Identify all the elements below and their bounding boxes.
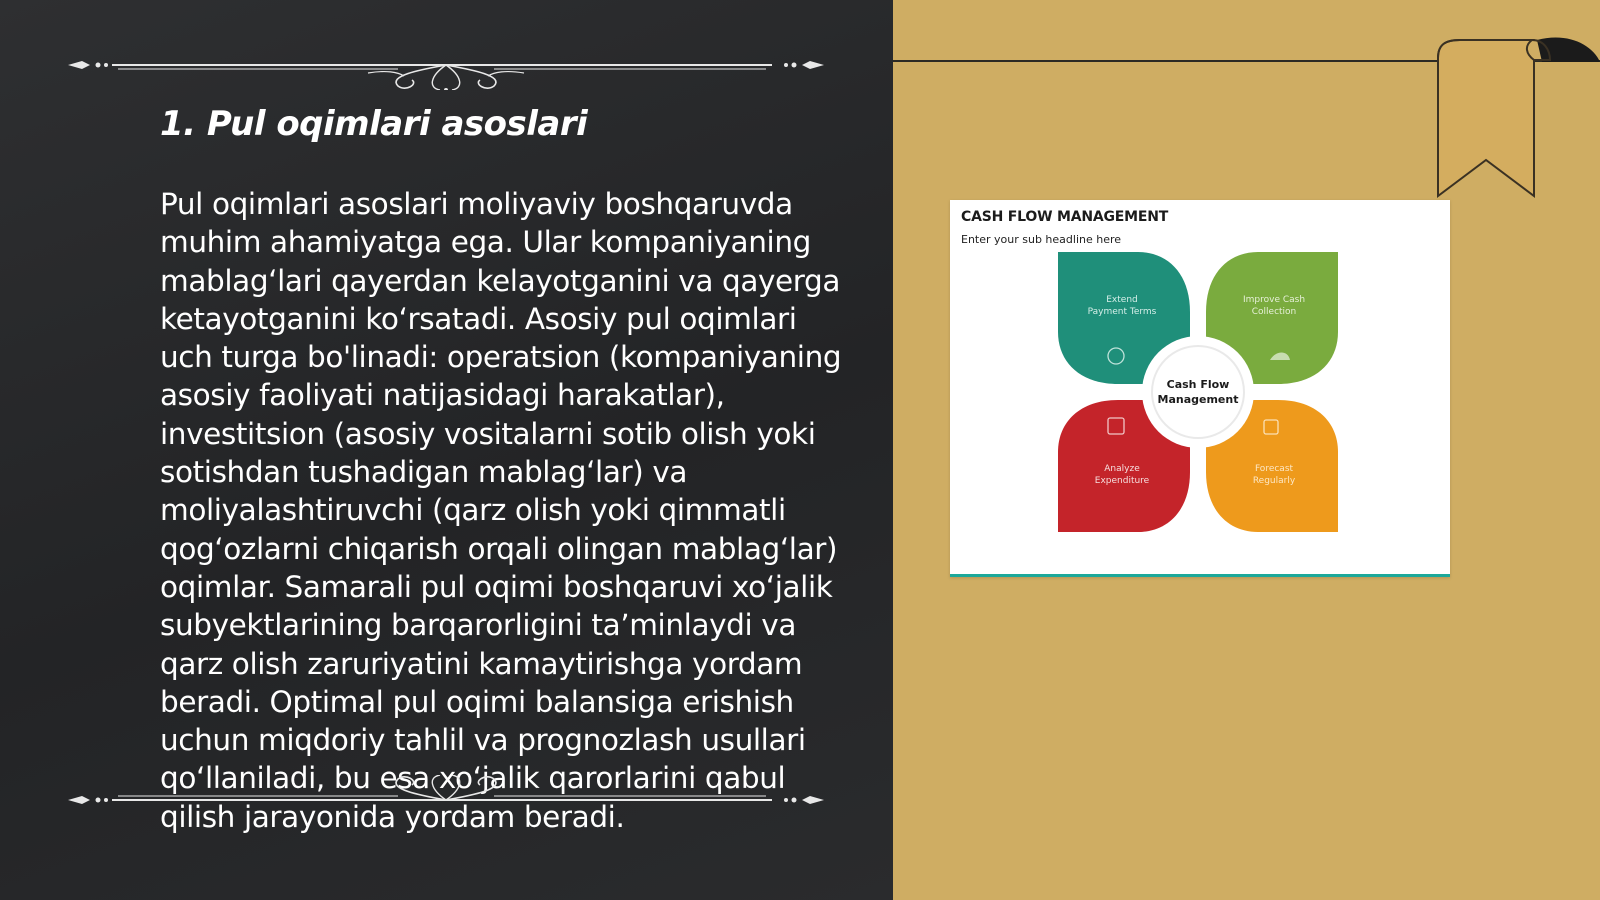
center-hub bbox=[1142, 336, 1254, 448]
petal-label-1b: Payment Terms bbox=[1087, 307, 1157, 317]
petal-label-4a: Forecast bbox=[1254, 464, 1294, 474]
petal-label-1a: Extend bbox=[1106, 295, 1138, 305]
ornament-divider-bottom-icon bbox=[68, 775, 824, 825]
thumbnail-title: CASH FLOW MANAGEMENT bbox=[961, 209, 1169, 225]
thumbnail-subtitle: Enter your sub headline here bbox=[961, 233, 1122, 246]
center-label-line2: Management bbox=[1157, 393, 1239, 406]
petal-label-4b: Regularly bbox=[1252, 476, 1296, 486]
petal-label-2b: Collection bbox=[1251, 307, 1297, 317]
petal-label-3a: Analyze bbox=[1104, 464, 1140, 474]
slide-body-text: Pul oqimlari asoslari moliyaviy boshqaruvda muhim ahamiyatga ega. Ular kompaniyaning mablag‘lari qayerdan kelayotganini va qayerga ketayotganini ko‘rsatadi. Asosiy pul oqimlari uch turga bo'linadi: operatsion (kompaniyaning asosiy faoliyati natijasidagi harakatlar), investitsion (asosiy vositalarni sotib olish yoki sotishdan tushadigan mablag‘lar) va moliyalashtiruvchi (qarz olish yoki qimmatli qog‘ozlarni chiqarish orqali olingan mablag‘lar) oqimlar. Samarali pul oqimi boshqaruvi xo‘jalik subyektlarining barqarorligini ta’minlaydi va qarz olish zaruriyatini kamaytirishga yordam beradi. Optimal pul oqimi balansiga erishish uchun miqdoriy tahlil va prognozlash usullari qo‘llaniladi, bu esa xo‘jalik qarorlarini qabul qilish jarayonida yordam beradi. bbox=[160, 187, 842, 834]
bookmark-ribbon-icon bbox=[1432, 36, 1600, 201]
cash-flow-slide-thumbnail bbox=[950, 200, 1450, 577]
cash-flow-diagram bbox=[1058, 252, 1338, 532]
ornament-divider-top-icon bbox=[68, 40, 824, 90]
petal-label-3b: Expenditure bbox=[1094, 476, 1150, 486]
petal-label-2a: Improve Cash bbox=[1242, 295, 1306, 305]
slide-title: 1. Pul oqimlari asoslari bbox=[160, 104, 588, 144]
center-label-line1: Cash Flow bbox=[1166, 378, 1230, 391]
